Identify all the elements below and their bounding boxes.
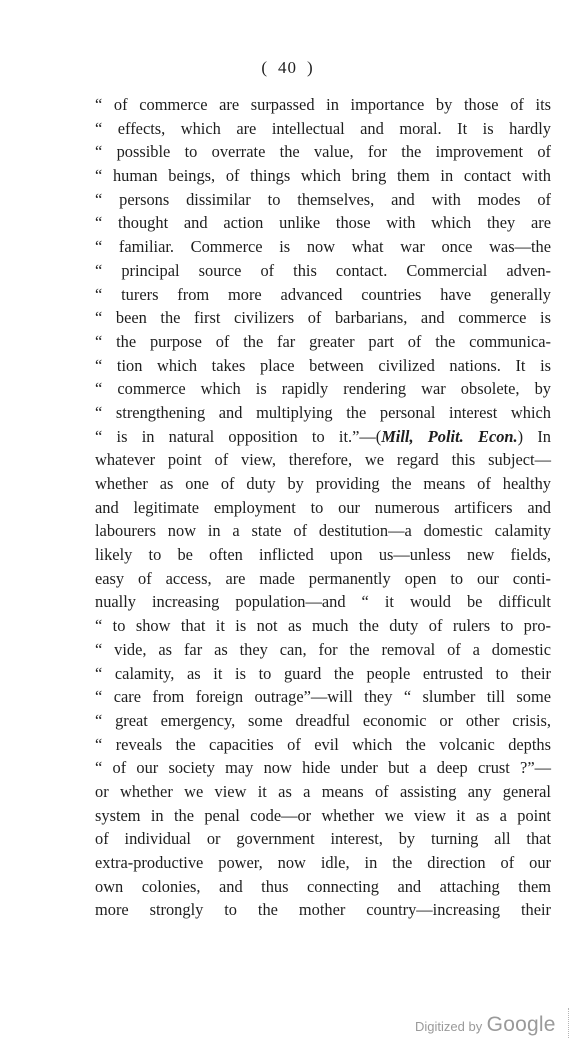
page-number-close-paren: ) [307,58,314,77]
text-line: and legitimate employment to our numerous artificers and [95,497,551,517]
page-number [0,58,575,78]
text-line: “ of commerce are surpassed in importance by those of its [95,95,551,114]
text-line: whether as one of duty by providing the means of healthy [95,474,551,493]
watermark-brand: Google [486,1013,556,1036]
text-line: “ effects, which are intellectual and moral. It is hardly [95,118,551,138]
page-number-value: 40 [278,58,297,77]
digitized-by-google-watermark [415,1013,556,1037]
page-number-open-paren: ( [261,58,268,77]
text-line: “ familiar. Commerce is now what war once was—the [95,237,551,257]
text-line: extra-productive power, now idle, in the direction of our [95,853,551,872]
text-line: or whether we view it as a means of assisting any general [95,781,551,801]
text-line: “ tion which takes place between civilized nations. It is [95,355,551,375]
text-line: “ reveals the capacities of evil which the volcanic depths [95,734,551,754]
text-line: “ of our society may now hide under but a deep crust ?”— [95,758,551,778]
text-line: “ been the first civilizers of barbarians, and commerce is [95,308,551,328]
text-line: “ to show that it is not as much the duty of rulers to pro- [95,616,551,636]
text-line: easy of access, are made permanently open to our conti- [95,568,551,588]
text-line: “ the purpose of the far greater part of the communica- [95,331,551,351]
citation-reference: Mill, Polit. Econ. [381,426,518,446]
text-line: of individual or government interest, by turning all that [95,829,551,849]
text-line: “ persons dissimilar to themselves, and with modes of [95,189,551,209]
text-line: own colonies, and thus connecting and attaching them [95,876,551,896]
text-line: nually increasing population—and “ it would be difficult [95,592,551,612]
text-line-citation [95,425,551,449]
text-line: system in the penal code—or whether we view it as a point [95,805,551,825]
text-line: “ commerce which is rapidly rendering war obsolete, by [95,379,551,399]
text-line: “ turers from more advanced countries have generally [95,284,551,304]
text-line: “ vide, as far as they can, for the removal of a domestic [95,639,551,659]
text-line: likely to be often inflicted upon us—unless new fields, [95,545,551,565]
text-line: “ care from foreign outrage”—will they “ slumber till some [95,687,551,707]
text-line: “ calamity, as it is to guard the people entrusted to their [95,663,551,683]
watermark-prefix: Digitized by [415,1019,483,1034]
text-line: “ thought and action unlike those with which they are [95,213,551,233]
text-line: “ great emergency, some dreadful economic or other crisis, [95,710,551,730]
body-text [95,93,551,922]
citation-trail-text: ) In [517,426,551,446]
text-line: “ strengthening and multiplying the personal interest which [95,402,551,422]
text-line: “ principal source of this contact. Commercial adven- [95,260,551,280]
text-line: “ human beings, of things which bring them in contact with [95,166,551,186]
text-line: labourers now in a state of destitution—a domestic calamity [95,521,551,541]
citation-lead-text: “ is in natural opposition to it.”—( [95,426,382,446]
scan-edge-mark [568,1008,571,1038]
text-line: whatever point of view, therefore, we regard this subject— [95,450,551,470]
text-line: more strongly to the mother country—increasing their [95,900,551,920]
text-line: “ possible to overrate the value, for the improvement of [95,142,551,162]
